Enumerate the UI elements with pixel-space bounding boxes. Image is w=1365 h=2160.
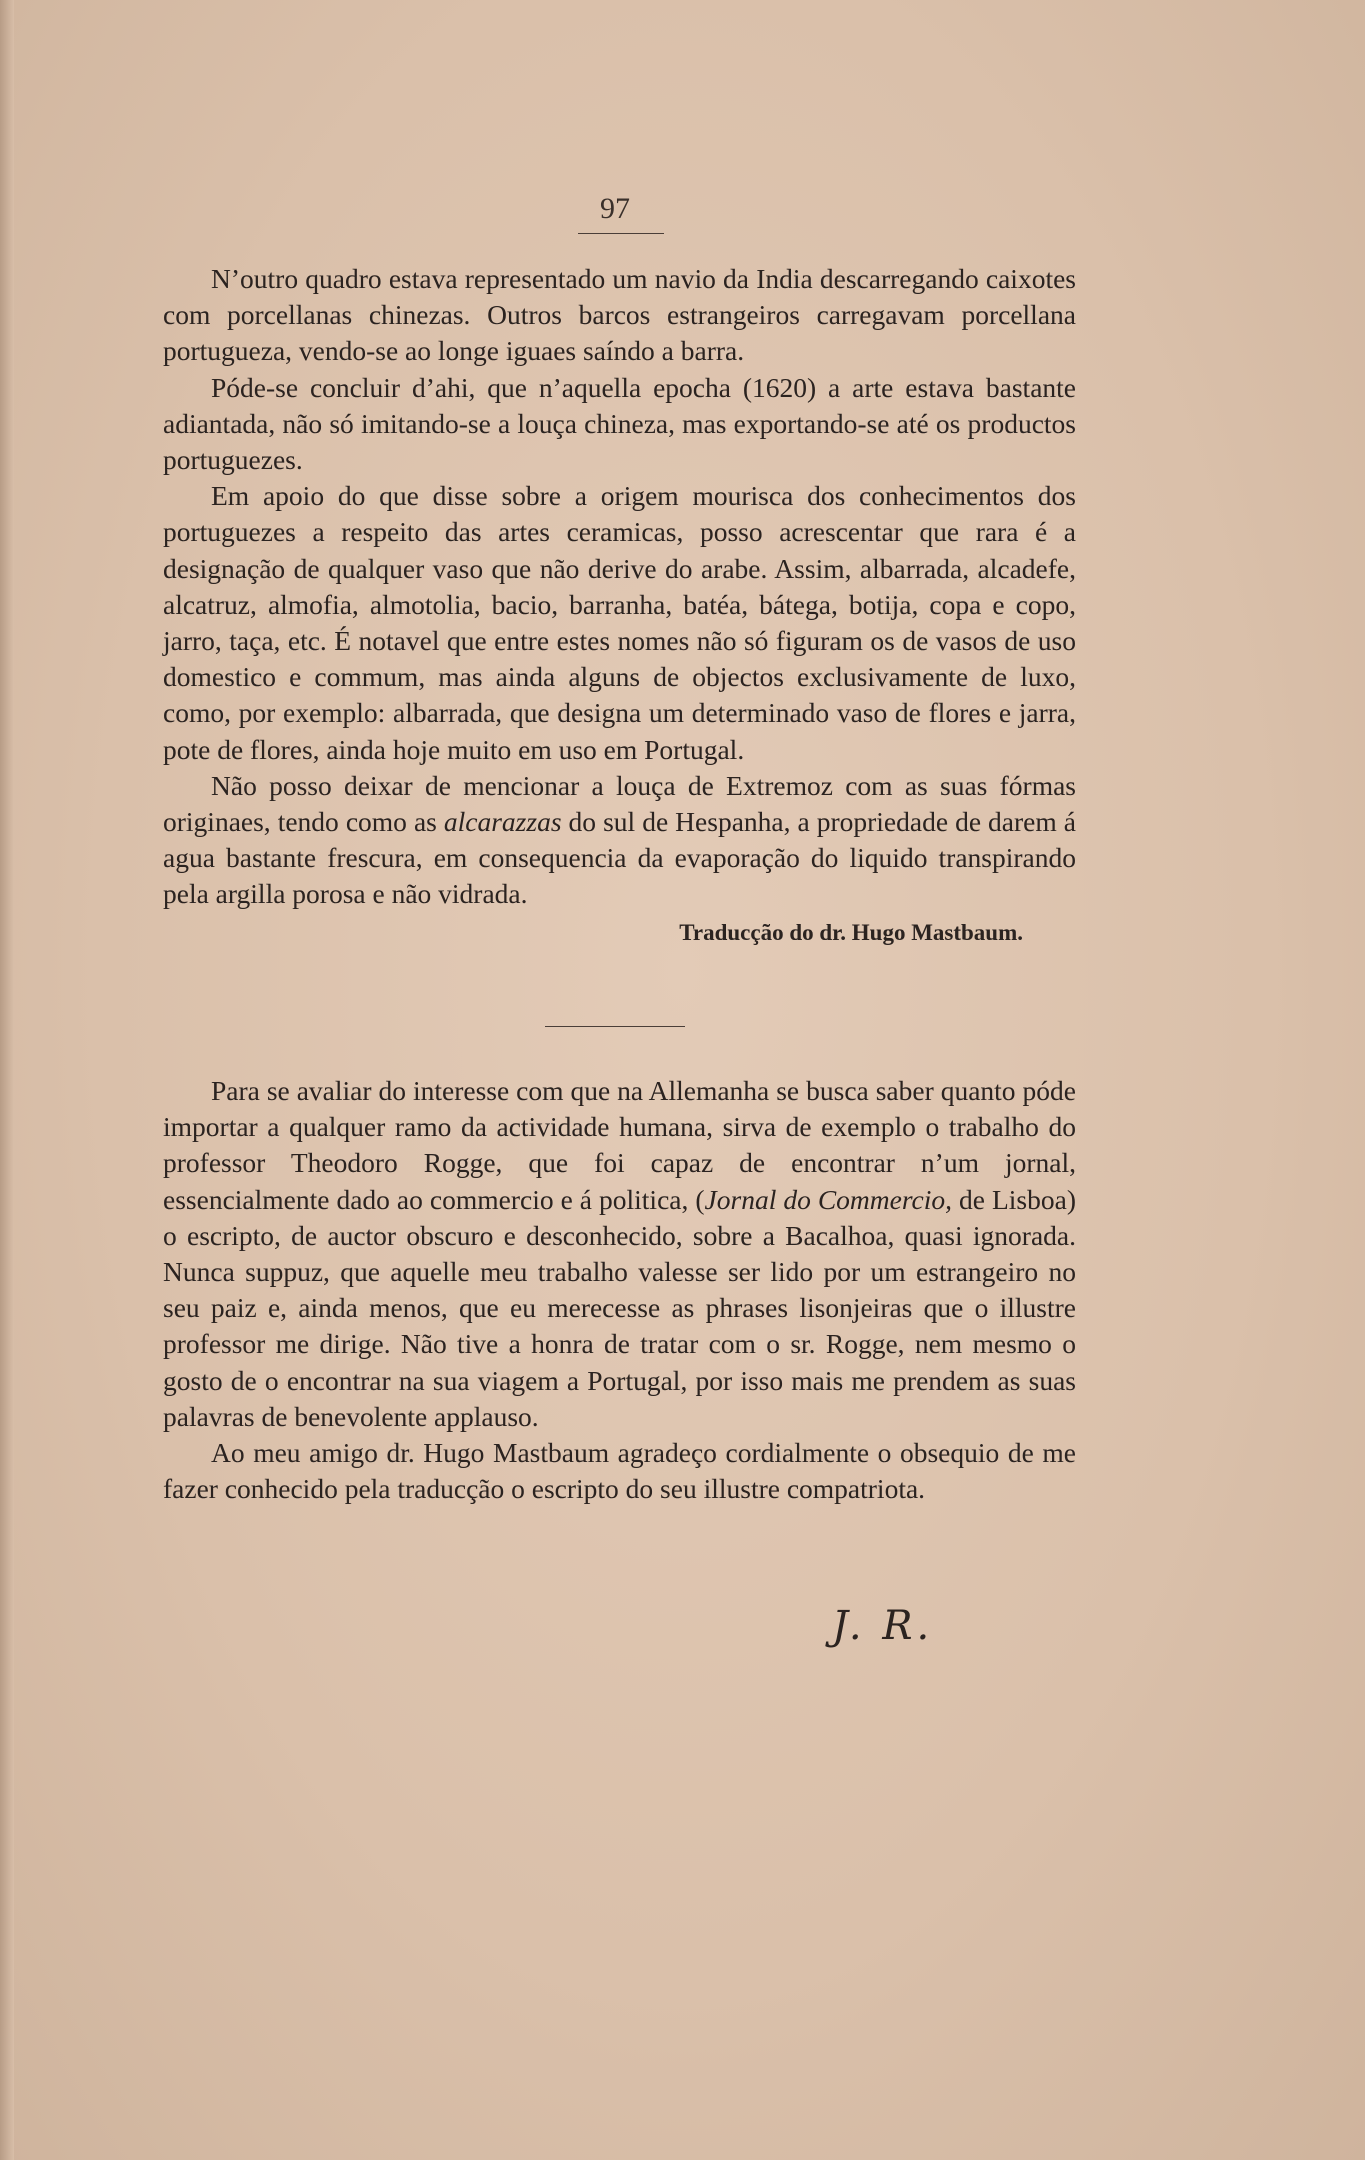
page-edge-shadow bbox=[0, 0, 14, 2160]
text-run: de Lisboa) o escripto, de auctor obscuro e desconhecido, sobre a Bacalhoa, quasi ignorada. Nunca suppuz, que aquelle meu trabalho valesse ser lido por um estrangeiro no seu paiz e, ainda menos, que eu merecesse as phrases lisonjeiras que o illustre professor me dirige. Não tive a honra de tratar com o sr. Rogge, nem mesmo o gosto de o encontrar na sua viagem a Portugal, por isso mais me prendem as suas palavras de benevolente applauso. bbox=[163, 1183, 1076, 1432]
italic-term: alcarazzas bbox=[443, 806, 562, 838]
header-rule bbox=[578, 233, 664, 234]
text-run: do sul de Hespanha, a propriedade de darem á agua bastante frescura, em consequencia da evaporação do liquido transpirando pela argilla porosa e não vidrada. bbox=[163, 806, 1076, 910]
signature-initials: J. R. bbox=[832, 1603, 934, 1649]
translation-section bbox=[163, 261, 1076, 951]
section-divider bbox=[545, 1026, 685, 1027]
paragraph bbox=[163, 1073, 1076, 1435]
paragraph bbox=[163, 768, 1076, 913]
paragraph: N’outro quadro estava representado um navio da India descarregando caixotes com porcellanas chinezas. Outros barcos estrangeiros carregavam porcellana portugueza, vendo-se ao longe iguaes saíndo a barra. bbox=[163, 263, 1076, 367]
text-run: Para se avaliar do interesse com que na Allemanha se busca saber quanto póde importar a qualquer ramo da actividade humana, sirva de exemplo o trabalho do professor Theodoro Rogge, que foi capaz de encontrar n’um jornal, essencialmente dado ao commercio e á politica, ( bbox=[163, 1075, 1076, 1215]
paragraph: Em apoio do que disse sobre a origem mourisca dos conhecimentos dos portuguezes a respeito das artes ceramicas, posso acrescentar que rara é a designação de qualquer vaso que não derive do arabe. Assim, albarrada, alcadefe, alcatruz, almofia, almotolia, bacio, barranha, batéa, bátega, botija, copa e copo, jarro, taça, etc. É notavel que entre estes nomes não só figuram os de vasos de uso domestico e commum, mas ainda alguns de objectos exclusivamente de luxo, como, por exemplo: albarrada, que designa um determinado vaso de flores e jarra, pote de flores, ainda hoje muito em uso em Portugal. bbox=[163, 480, 1076, 765]
paragraph: Ao meu amigo dr. Hugo Mastbaum agradeço cordialmente o obsequio de me fazer conhecido pela traducção o escripto do seu illustre compatriota. bbox=[163, 1437, 1076, 1505]
text-run: Não posso deixar de mencionar a louça de Extremoz com as suas fórmas originaes, tendo como as bbox=[163, 769, 1076, 838]
italic-title: Jornal do Commercio, bbox=[704, 1183, 953, 1215]
author-note-section bbox=[163, 1073, 1076, 1507]
page-number: 97 bbox=[600, 192, 630, 225]
translator-attribution: Traducção do dr. Hugo Mastbaum. bbox=[679, 919, 1023, 945]
paragraph: Póde-se concluir d’ahi, que n’aquella epocha (1620) a arte estava bastante adiantada, não só imitando-se a louça chineza, mas exportando-se até os productos portuguezes. bbox=[163, 371, 1076, 476]
